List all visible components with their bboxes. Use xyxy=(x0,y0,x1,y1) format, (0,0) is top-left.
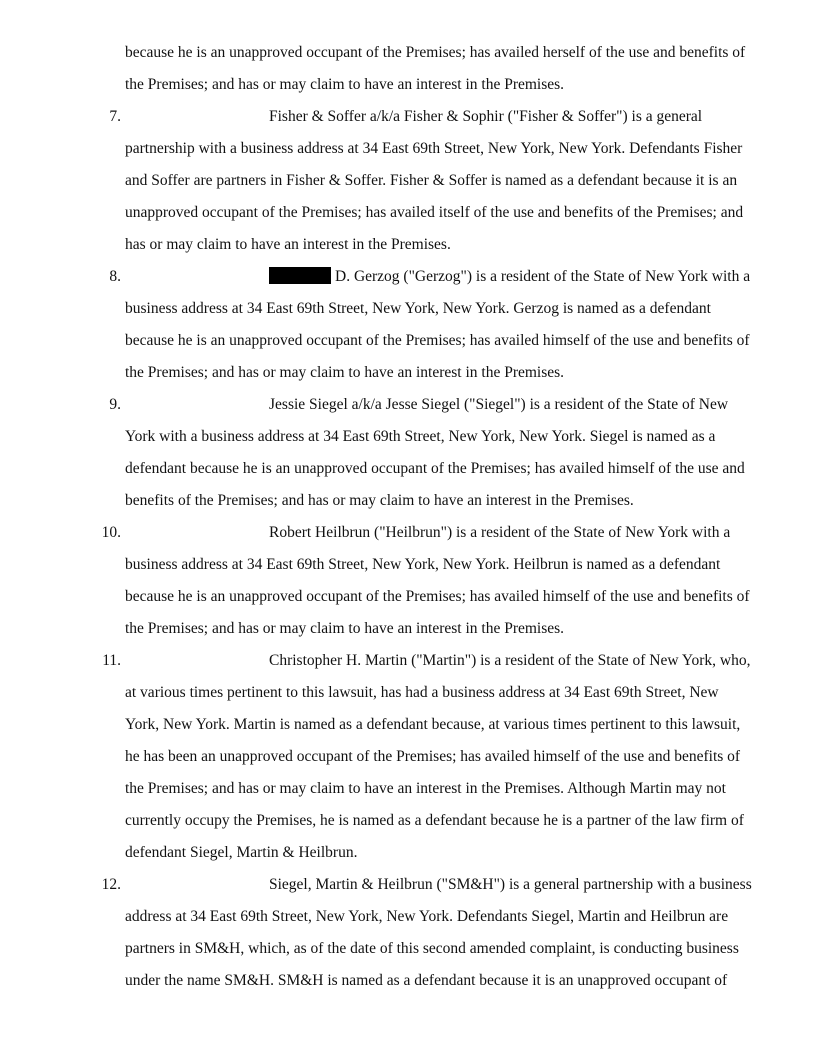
paragraph-number: 8. xyxy=(109,268,121,285)
paragraph-number: 7. xyxy=(109,108,121,125)
paragraph-line: the Premises; and has or may claim to have an interest in the Premises. xyxy=(125,620,565,637)
paragraph-line: and Soffer are partners in Fisher & Soffer. Fisher & Soffer is named as a defendant because it is an xyxy=(125,172,738,189)
paragraph-number: 11. xyxy=(102,652,121,669)
paragraph-line: because he is an unapproved occupant of the Premises; has availed himself of the use and benefits of xyxy=(125,588,750,605)
paragraph-line: at various times pertinent to this lawsuit, has had a business address at 34 East 69th Street, New xyxy=(125,684,719,701)
paragraph-line: defendant Siegel, Martin & Heilbrun. xyxy=(125,844,358,861)
paragraph-line: benefits of the Premises; and has or may claim to have an interest in the Premises. xyxy=(125,492,634,509)
paragraph-line: Jessie Siegel a/k/a Jesse Siegel ("Siegel") is a resident of the State of New xyxy=(269,396,729,413)
paragraph-line: business address at 34 East 69th Street, New York, New York. Gerzog is named as a defendant xyxy=(125,300,711,317)
paragraph-line: unapproved occupant of the Premises; has availed itself of the use and benefits of the Premises; and xyxy=(125,204,744,221)
paragraph-number: 10. xyxy=(101,524,121,541)
paragraph-line: under the name SM&H. SM&H is named as a defendant because it is an unapproved occupant of xyxy=(125,972,728,989)
paragraph-line: Robert Heilbrun ("Heilbrun") is a resident of the State of New York with a xyxy=(269,524,731,541)
paragraph-line xyxy=(269,267,750,287)
paragraph-line: because he is an unapproved occupant of the Premises; has availed himself of the use and benefits of xyxy=(125,332,750,349)
paragraph-line: business address at 34 East 69th Street, New York, New York. Heilbrun is named as a defendant xyxy=(125,556,721,573)
redaction-block xyxy=(269,267,331,284)
paragraph-line: partners in SM&H, which, as of the date of this second amended complaint, is conducting business xyxy=(125,940,739,957)
paragraph-line: currently occupy the Premises, he is named as a defendant because he is a partner of the law firm of xyxy=(125,812,744,829)
paragraph-number: 12. xyxy=(101,876,121,893)
paragraph-line: he has been an unapproved occupant of the Premises; has availed himself of the use and benefits of xyxy=(125,748,741,765)
paragraph-line: partnership with a business address at 34 East 69th Street, New York, New York. Defendants Fisher xyxy=(125,140,743,157)
continuation-line: the Premises; and has or may claim to have an interest in the Premises. xyxy=(125,76,565,93)
paragraph-line: York with a business address at 34 East 69th Street, New York, New York. Siegel is named as a xyxy=(125,428,716,445)
paragraph-line: address at 34 East 69th Street, New York, New York. Defendants Siegel, Martin and Heilbrun are xyxy=(125,908,729,925)
paragraph-line: York, New York. Martin is named as a defendant because, at various times pertinent to this lawsuit, xyxy=(125,716,741,733)
paragraph-line: has or may claim to have an interest in the Premises. xyxy=(125,236,451,253)
paragraph-line: Siegel, Martin & Heilbrun ("SM&H") is a general partnership with a business xyxy=(269,876,752,893)
paragraph-line: the Premises; and has or may claim to have an interest in the Premises. xyxy=(125,364,565,381)
paragraph-line: defendant because he is an unapproved occupant of the Premises; has availed himself of the use and xyxy=(125,460,745,477)
paragraph-line: the Premises; and has or may claim to have an interest in the Premises. Although Martin may not xyxy=(125,780,726,797)
paragraph-number: 9. xyxy=(109,396,121,413)
continuation-line: because he is an unapproved occupant of the Premises; has availed herself of the use and benefits of xyxy=(125,44,746,61)
paragraph-line-text: D. Gerzog ("Gerzog") is a resident of the State of New York with a xyxy=(335,268,751,285)
paragraph-line: Fisher & Soffer a/k/a Fisher & Sophir ("Fisher & Soffer") is a general xyxy=(269,108,703,125)
paragraph-line: Christopher H. Martin ("Martin") is a resident of the State of New York, who, xyxy=(269,652,751,669)
